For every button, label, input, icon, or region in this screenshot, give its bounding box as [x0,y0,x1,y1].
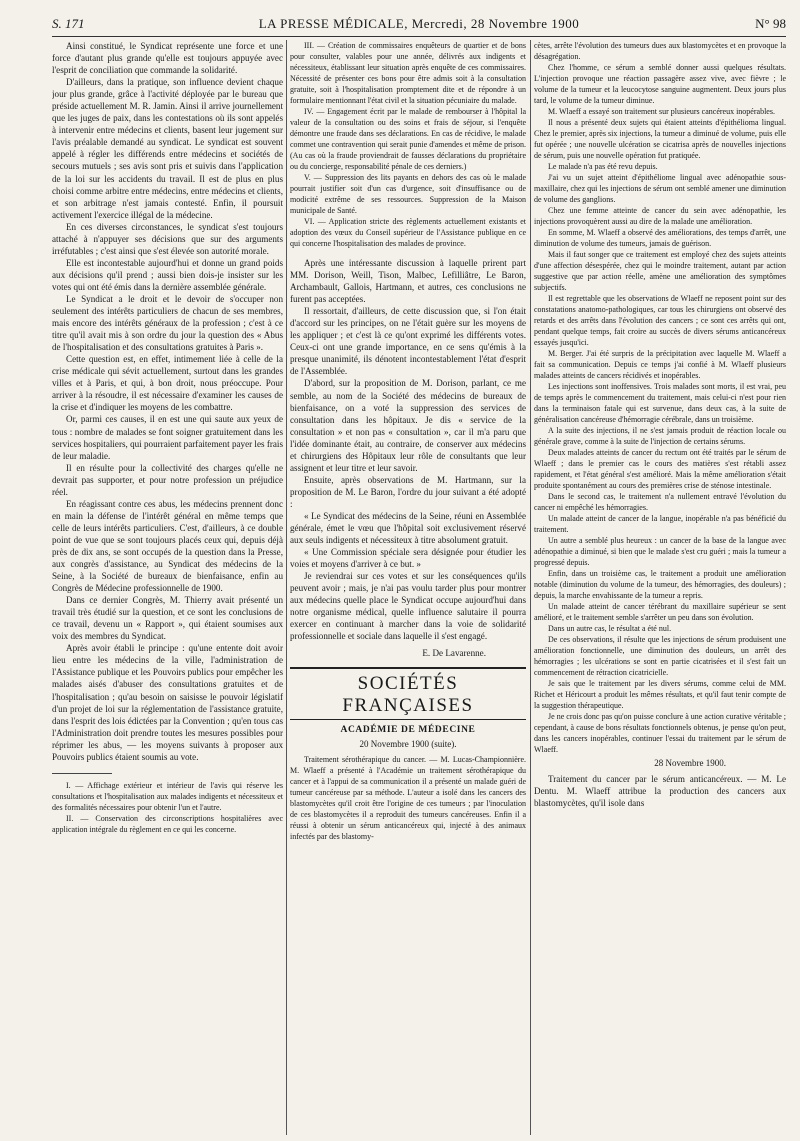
paragraph: Elle est incontestable aujourd'hui et donne un grand poids aux décisions qu'il prend ; aussi bien dois-je insister sur les votes qui ont été émis dans la dernière assemblée générale. [52,257,283,292]
section-subtitle: ACADÉMIE DE MÉDECINE [340,724,476,735]
paragraph: Dans un autre cas, le résultat a été nul. [548,624,672,633]
paragraph: Enfin, dans un troisième cas, le traitement a produit une amélioration notable (diminution du volume de la tumeur, des hémorragies, des douleurs) ; depuis, la marche envahissante de la tumeur a repris. [534,569,786,600]
paragraph: Après avoir établi le principe : qu'une entente doit avoir lieu entre les médecins de la ville, l'administration de l'Assistance publique et les Pouvoirs publics pour empêcher les malades aisés d'abuser des consultations gratuites et de l'hospitalisation ; qu'au besoin on saisisse le pouvoir législatif d'un projet de loi sur la réglementation de l'assistance gratuite, dans l'esprit des lois édictées par la Convention ; qu'en tous cas l'Administration doit prendre toutes les mesures possibles pour réprimer les abus, — les moyens suivants à proposer aux Pouvoirs publics étaient soumis au vote. [52,643,283,762]
paragraph: Deux malades atteints de cancer du rectum ont été traités par le sérum de Wlaeff ; dans le premier cas le cours des matières s'est rétabli assez rapidement, et l'état général s'est amélioré. Mais la même amélioration s'était produite spontanément au cours des premières crise de sténose intestinale. [534,448,786,490]
paragraph: Mais il faut songer que ce traitement est employé chez des sujets atteints d'une affection désespérée, chez qui le moindre traitement, autant par action suggestive que par action réelle, amène une amélioration des symptômes subjectifs. [534,250,786,292]
issue-number: N° 98 [755,16,786,31]
list-item: IV. — Engagement écrit par le malade de rembourser à l'hôpital la valeur de la consultation ou des soins et frais de séjour, si l'enquête démontre une fraude dans ses déclarations. En cas de récidive, le malade commet une contravention qui serait punie d'amendes et même de prison. (Au cas où la fraude proviendrait de fausses déclarations du propriétaire ou du concierge, responsabilité pénale de ces derniers.) [290,107,526,171]
masthead-title: LA PRESSE MÉDICALE, Mercredi, 28 Novembre 1900 [258,16,580,31]
paragraph: Un malade atteint de cancer térébrant du maxillaire supérieur se sent amélioré, et le traitement semble s'arrêter un peu dans son évolution. [534,602,786,622]
paragraph: Il en résulte pour la collectivité des charges qu'elle ne devrait pas supporter, et pour notre profession un préjudice réel. [52,462,283,497]
page-number: S. 171 [52,16,85,31]
session-date: 28 Novembre 1900. [654,758,726,768]
paragraph: Or, parmi ces causes, il en est une qui saute aux yeux de tous : nombre de malades se font soigner gratuitement dans les services hospitaliers, qui pourraient parfaitement payer les frais de leur maladie. [52,414,283,461]
paragraph: En somme, M. Wlaeff a observé des améliorations, des temps d'arrêt, une diminution de volume des tumeurs, jamais de guérison. [534,228,786,248]
column-2 [290,40,526,1138]
paragraph: Je reviendrai sur ces votes et sur les conséquences qu'ils peuvent avoir ; mais, je n'ai pas voulu tarder plus pour montrer aux médecins quelle place le Syndicat occupe aujourd'hui dans notre organisme médical, quelle influence salutaire il pourra exercer en continuant à marcher dans la voie de solidarité professionnelle et sociale dans laquelle il s'est engagé. [290,571,526,642]
paragraph: Le Syndicat a le droit et le devoir de s'occuper non seulement des intérêts particuliers de chacun de ses membres, mais encore des intérêts généraux de la profession ; c'est à ce titre qu'il avait mis à son ordre du jour la question des « Abus de l'hospitalisation et des consultations gratuites à Paris ». [52,293,283,353]
paragraph: De ces observations, il résulte que les injections de sérum produisent une amélioration fonctionnelle, une diminution des douleurs, un arrêt des hémorragies ; les ulcérations se sont en partie cicatrisées et il s'est fait un commencement de rétraction cicatricielle. [534,635,786,677]
header-rule [52,36,786,37]
paragraph: Ensuite, après observations de M. Hartmann, sur la proposition de M. Le Baron, l'ordre du jour suivant a été adopté : [290,474,526,509]
footnote-rule [52,773,112,774]
list-item: V. — Suppression des lits payants en dehors des cas où le malade pourrait justifier soit d'un cas d'urgence, soit d'insuffisance ou de modicité extrême de ses ressources. Suppression de la Maison municipale de Santé. [290,173,526,215]
paragraph: M. Wlaeff a essayé son traitement sur plusieurs cancéreux inopérables. [548,107,775,116]
paragraph: En réagissant contre ces abus, les médecins prennent donc en main la défense de l'intérêt général en même temps que celle de leurs intérêts particuliers. C'est, d'ailleurs, à ce double point de vue que se sont toujours placés ceux qui, depuis déjà près de dix ans, se sont occupés de la question dans la Presse, aux congrès d'assistance, au Syndicat des médecins de la Seine, à la Société de bureaux de bienfaisance, enfin au Congrès de Médecine professionnelle de 1900. [52,498,283,594]
column-3 [534,40,786,1138]
paragraph: J'ai vu un sujet atteint d'épithéliome lingual avec adénopathie sous-maxillaire, chez qui les injections de sérum ont semblé amener une diminution de volume des ganglions. [534,173,786,204]
paragraph: Les injections sont inoffensives. Trois malades sont morts, il est vrai, peu de temps après le commencement du traitement, mais celui-ci n'est pour rien dans la terminaison fatale qui est survenue, dans deux cas, à la suite de généralisation cancéreuse d'hémorragie cérébrale, dans un troisième. [534,382,786,424]
paragraph: Il ressortait, d'ailleurs, de cette discussion que, si l'on était d'accord sur les principes, on ne l'était guère sur les moyens de les appliquer ; et c'est là ce qu'ont exprimé les différents votes. Ceux-ci ont une grande importance, en ce sens qu'émis à la presque unanimité, ils dénotent incontestablement l'état d'esprit de l'Assemblée. [290,306,526,377]
paragraph: Traitement sérothérapique du cancer. — M. Lucas-Championnière. M. Wlaeff a présenté à l'Académie un traitement sérothérapique du cancer et à l'appui de sa communication il a présenté un malade guéri de tumeur cancéreuse par sa méthode. L'auteur a isolé dans les cancers des blastomycètes qu'il croit être l'origine de ces tumeurs ; par l'inoculation de ces blastomycètes il a reproduit des tumeurs cancéreuses. Enfin il a réussi à obtenir un sérum anticancéreux qui, injecté à des animaux infectés par des blastomy- [290,754,526,841]
footnote: I. — Affichage extérieur et intérieur de l'avis qui réserve les consultations et l'hospitalisation aux malades indigents et nécessiteux et des formalités nécessaires pour obtenir l'un et l'autre. [52,780,283,812]
paragraph: « Une Commission spéciale sera désignée pour étudier les voies et moyens d'arriver à ce but. » [290,547,526,570]
paragraph: D'ailleurs, dans la pratique, son influence devient chaque jour plus grande, grâce à l'activité déployée par le bureau que préside actuellement M. R. Jamin. Ainsi il arrive journellement que les juges de paix, dans les contestations où ils sont appelés à intervenir entre médecins et clients, basent leur jugement sur l'avis préalable demandé au syndicat. Le syndicat est souvent appelé à régler les différends entre médecins et sociétés de secours mutuels ; ses avis sont pris et suivis dans l'application de la loi sur les accidents du travail. Il est de plus en plus choisi comme arbitre entre médecins, entre médecins et clients, et son arbitrage n'est jamais contesté. Enfin, il poursuit activement l'exercice illégal de la médecine. [52,77,283,220]
paragraph: En ces diverses circonstances, le syndicat s'est toujours attaché à n'appuyer ses décisions que sur des arguments irréfutables ; c'est ainsi que s'est élevée son autorité morale. [52,221,283,256]
paragraph: Dans ce dernier Congrès, M. Thierry avait présenté un travail très étudié sur la question, et ce sont les conclusions de ce travail, devenu un « Rapport », qui étaient soumises aux voix des membres du Syndicat. [52,595,283,642]
page-header [52,14,786,34]
column-divider [286,40,287,1135]
paragraph: Traitement du cancer par le sérum anticancéreux. — M. Le Dentu. M. Wlaeff attribue la production des cancers aux blastomycètes, qu'il isole dans [534,774,786,809]
paragraph: Il est regrettable que les observations de Wlaeff ne reposent point sur des constatations anatomo-pathologiques, car tous les chirurgiens ont observé des retards et des arrêts dans l'évolution des cancers ; ce sont ces arrêts qui ont, pendant quelque temps, fait croire au succès de divers sérums anticancéreux essayés jusqu'ici. [534,294,786,347]
paragraph: A la suite des injections, il ne s'est jamais produit de réaction locale ou générale grave, comme à la suite de l'injection de certains sérums. [534,426,786,446]
section-title: SOCIÉTÉS FRANÇAISES [290,667,526,720]
paragraph: M. Berger. J'ai été surpris de la précipitation avec laquelle M. Wlaeff a fait sa communication. Depuis ce temps j'ai confié à M. Wlaeff plusieurs malades atteints de cancers récidivés et inopérables. [534,349,786,380]
paragraph: D'abord, sur la proposition de M. Dorison, parlant, ce me semble, au nom de la Société des médecins de bureaux de bienfaisance, on a voté la suppression des services de consultation dans les hôpitaux. Je dis « service de la consultation » et non pas « consultation », car il m'a paru que l'idée dominante était, au contraire, de conserver aux médecins et chirurgiens des Hôpitaux leur rôle de consultants que leur assignent et leur titre et leur savoir. [290,378,526,473]
paragraph: Chez l'homme, ce sérum a semblé donner aussi quelques résultats. L'injection provoque une réaction passagère assez vive, avec fièvre ; le volume de la tumeur et la leucocytose sanguine augmentent. Deux jours plus tard, le volume de la tumeur diminue. [534,63,786,105]
paragraph: Je ne crois donc pas qu'on puisse conclure à une action curative véritable ; cependant, à cause de bons résultats fonctionnels obtenus, je pense qu'on peut, dans les cancers inopérables, continuer l'essai du traitement par le sérum de Wlaeff. [534,712,786,754]
paragraph: « Le Syndicat des médecins de la Seine, réuni en Assemblée générale, émet le vœu que l'hôpital soit exclusivement réservé aux seuls indigents et nécessiteux à titre absolument gratuit. [290,510,526,546]
author-signature: E. De Lavarenne. [422,647,486,658]
footnote: II. — Conservation des circonscriptions hospitalières avec application intégrale du règlement en ce qui les concerne. [52,813,283,834]
paragraph: Chez une femme atteinte de cancer du sein avec adénopathie, les injections provoquèrent aussi au dire de la malade une amélioration. [534,206,786,226]
session-date: 20 Novembre 1900 (suite). [359,738,457,749]
paragraph: Cette question est, en effet, intimement liée à celle de la crise médicale qui sévit actuellement, surtout dans les grandes villes et à Paris, et qui, à bon droit, nous préoccupe. Pour arriver à la résoudre, il est nécessaire d'examiner les causes de la crise et d'indiquer les moyens de les combattre. [52,354,283,413]
paragraph: Le malade n'a pas été revu depuis. [548,162,658,171]
paragraph: cètes, arrête l'évolution des tumeurs dues aux blastomycètes et en provoque la désagrégation. [534,41,786,61]
paragraph: Après une intéressante discussion à laquelle prirent part MM. Dorison, Weill, Tison, Malbec, Lefilliâtre, Le Baron, Archambault, Gallois, Hartmann, et autres, ces conclusions ne furent pas acceptées. [290,258,526,305]
paragraph: Un autre a semblé plus heureux : un cancer de la base de la langue avec adénopathie a diminué, si bien que le malade s'est cru guéri ; mais la tumeur a progressé depuis. [534,536,786,567]
paragraph: Il nous a présenté deux sujets qui étaient atteints d'épithélioma lingual. Chez le premier, après six injections, la tumeur a diminué de volume, puis elle fut opérée ; une nouvelle ulcération se cicatrisa après de nouvelles injections de sérum, puis une nouvelle opération fut pratiquée. [534,118,786,160]
column-divider [530,40,531,1135]
list-item: III. — Création de commissaires enquêteurs de quartier et de bons pour consulter, valables pour une année, délivrés aux indigents et nécessiteux, établissant leur situation après enquête de ces commissaires. Nécessité de présenter ces bons pour être admis soit à la consultation gratuite, soit à l'hospitalisation promptement dite et de répondre à un formulaire mentionnant l'état civil et la situation pécuniaire du malade. [290,41,526,105]
paragraph: Je sais que le traitement par les divers sérums, comme celui de MM. Richet et Héricourt a produit les mêmes résultats, et qu'il faut tenir compte de la suggestion thérapeutique. [534,679,786,710]
paragraph: Ainsi constitué, le Syndicat représente une force et une force d'autant plus grande qu'elle est toujours appuyée avec l'esprit de conciliation que commande la solidarité. [52,41,283,76]
paragraph: Dans le second cas, le traitement n'a nullement entravé l'évolution du cancer ni empêché les hémorragies. [534,492,786,512]
paragraph: Un malade atteint de cancer de la langue, inopérable n'a pas bénéficié du traitement. [534,514,786,534]
column-1 [52,40,283,1138]
list-item: VI. — Application stricte des règlements actuellement existants et adoption des vœux du Conseil supérieur de l'Assistance publique en ce qui concerne l'hospitalisation des malades de province. [290,217,526,248]
